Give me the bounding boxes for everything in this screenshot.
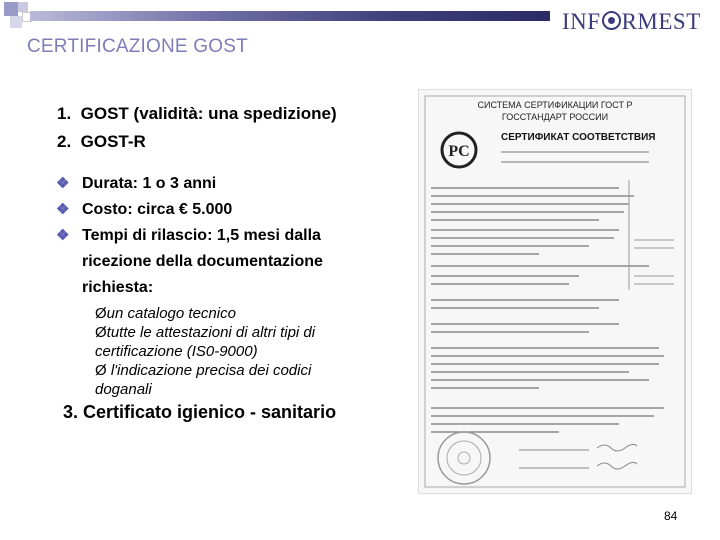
sub-text: tutte le attestazioni di altri tipi di [106, 324, 316, 341]
bullet-text: Costo: circa € 5.000 [82, 201, 233, 218]
sub-text: doganali [95, 381, 152, 398]
bullet-item-tempi [56, 223, 321, 249]
svg-text:PC: PC [448, 143, 470, 160]
sub-item-catalogo [95, 304, 236, 323]
sub-item-continuation [95, 342, 258, 361]
sub-text: un catalogo tecnico [106, 305, 236, 322]
certificate-stamp-icon [438, 432, 490, 484]
sub-text: l'indicazione precisa dei codici [110, 362, 312, 379]
arrow-bullet-icon: Ø [95, 305, 107, 322]
sub-item-indicazione [95, 361, 311, 380]
informest-logo: INF RMEST [562, 9, 701, 34]
signature-lines [519, 444, 637, 469]
bullet-item-costo [56, 197, 232, 223]
gost-mark-icon [442, 133, 476, 167]
certificate-scan-graphic [419, 90, 691, 493]
header-gradient-bar [30, 11, 550, 21]
item-text: GOST-R [80, 132, 146, 151]
bullet-text: ricezione della documentazione [82, 253, 323, 270]
item-number: 1. [57, 104, 72, 123]
bullet-item-durata [56, 171, 216, 197]
bullet-continuation [82, 249, 323, 275]
bullet-continuation [82, 275, 153, 301]
certificate-right-column [629, 180, 674, 290]
bullet-text: Durata: 1 o 3 anni [82, 175, 217, 192]
diamond-bullet-icon: ❖ [56, 175, 70, 192]
bullet-text: richiesta: [82, 279, 154, 296]
logo-circle-icon [602, 11, 621, 30]
numbered-item-1 [57, 104, 337, 124]
item-text: GOST (validità: una spedizione) [80, 104, 337, 123]
third-item-heading: 3. Certificato igienico - sanitario [63, 402, 337, 422]
arrow-bullet-icon: Ø [95, 324, 107, 341]
certificate-line1: СИСТЕМА СЕРТИФИКАЦИИ ГОСТ Р [477, 100, 633, 110]
numbered-item-2 [57, 132, 146, 152]
sub-item-attestazioni [95, 323, 315, 342]
sub-text: certificazione (IS0-9000) [95, 343, 258, 360]
certificate-heading: СЕРТИФИКАТ СООТВЕТСТВИЯ [501, 132, 656, 143]
slide-title: CERTIFICAZIONE GOST [27, 36, 248, 57]
diamond-bullet-icon: ❖ [56, 201, 70, 218]
bullet-text: Tempi di rilascio: 1,5 mesi dalla [82, 227, 321, 244]
certificate-image [418, 89, 692, 494]
item-number: 2. [57, 132, 72, 151]
sub-item-continuation [95, 380, 152, 399]
certificate-line2: ГОССТАНДАРТ РОССИИ [501, 112, 609, 122]
diamond-bullet-icon: ❖ [56, 227, 70, 244]
page-number: 84 [664, 509, 678, 523]
arrow-bullet-icon: Ø [95, 362, 107, 379]
